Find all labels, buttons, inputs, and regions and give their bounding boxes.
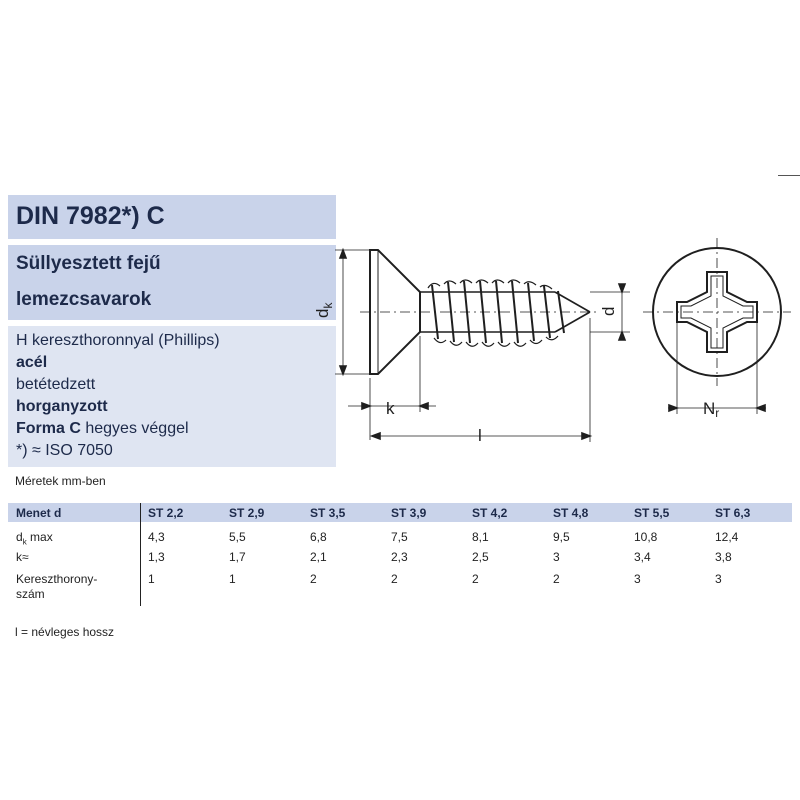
desc-form-rest: hegyes véggel <box>80 420 189 437</box>
table-cell: 3 <box>715 572 722 586</box>
size-header: ST 3,9 <box>391 506 427 520</box>
desc-drive: H kereszthoronnyal (Phillips) <box>16 332 220 349</box>
subtitle-line-1: Süllyesztett fejű <box>16 253 161 274</box>
units-note: Méretek mm-ben <box>15 474 106 488</box>
row-label-recess: Kereszthorony- <box>16 572 98 586</box>
subtitle-line-2: lemezcsavarok <box>16 289 152 310</box>
table-cell: 3 <box>634 572 641 586</box>
table-cell: 1,3 <box>148 550 165 564</box>
table-cell: 7,5 <box>391 530 408 544</box>
size-header: ST 4,8 <box>553 506 589 520</box>
table-cell: 4,3 <box>148 530 165 544</box>
header-label: Menet d <box>16 506 62 520</box>
table-cell: 1,7 <box>229 550 246 564</box>
size-header: ST 2,9 <box>229 506 265 520</box>
table-cell: 2,5 <box>472 550 489 564</box>
table-cell: 2,3 <box>391 550 408 564</box>
table-cell: 9,5 <box>553 530 570 544</box>
desc-hardening: betétedzett <box>16 376 96 393</box>
table-cell: 2,1 <box>310 550 327 564</box>
nr-label: Nr <box>703 399 720 420</box>
row-label-recess-line2: szám <box>16 587 45 601</box>
desc-coating: horganyzott <box>16 398 108 415</box>
table-cell: 3,8 <box>715 550 732 564</box>
size-header: ST 2,2 <box>148 506 184 520</box>
table-cell: 2 <box>553 572 560 586</box>
table-cell: 2 <box>472 572 479 586</box>
table-cell: 10,8 <box>634 530 658 544</box>
table-cell: 3 <box>553 550 560 564</box>
d-label: d <box>599 306 618 316</box>
table-cell: 1 <box>148 572 155 586</box>
table-cell: 2 <box>391 572 398 586</box>
l-label: l <box>478 426 482 445</box>
table-cell: 3,4 <box>634 550 651 564</box>
k-label: k <box>386 399 395 418</box>
desc-iso: *) ≈ ISO 7050 <box>16 442 113 459</box>
table-cell: 2 <box>310 572 317 586</box>
page-title: DIN 7982*) C <box>16 202 165 230</box>
footnote: l = névleges hossz <box>15 625 115 639</box>
desc-form-bold: Forma C <box>16 420 81 437</box>
table-cell: 5,5 <box>229 530 246 544</box>
table-header <box>8 503 792 522</box>
size-header: ST 6,3 <box>715 506 751 520</box>
table-cell: 6,8 <box>310 530 327 544</box>
size-header: ST 4,2 <box>472 506 508 520</box>
table-cell: 8,1 <box>472 530 489 544</box>
row-label-dk: $d_k$ max <box>16 530 53 547</box>
row-label-k: k≈ <box>16 550 29 564</box>
table-divider <box>140 503 141 606</box>
size-header: ST 5,5 <box>634 506 670 520</box>
dk-label: $d_k$ <box>313 302 335 318</box>
table-cell: 12,4 <box>715 530 739 544</box>
table-cell: 1 <box>229 572 236 586</box>
size-header: ST 3,5 <box>310 506 346 520</box>
desc-material: acél <box>16 354 48 371</box>
